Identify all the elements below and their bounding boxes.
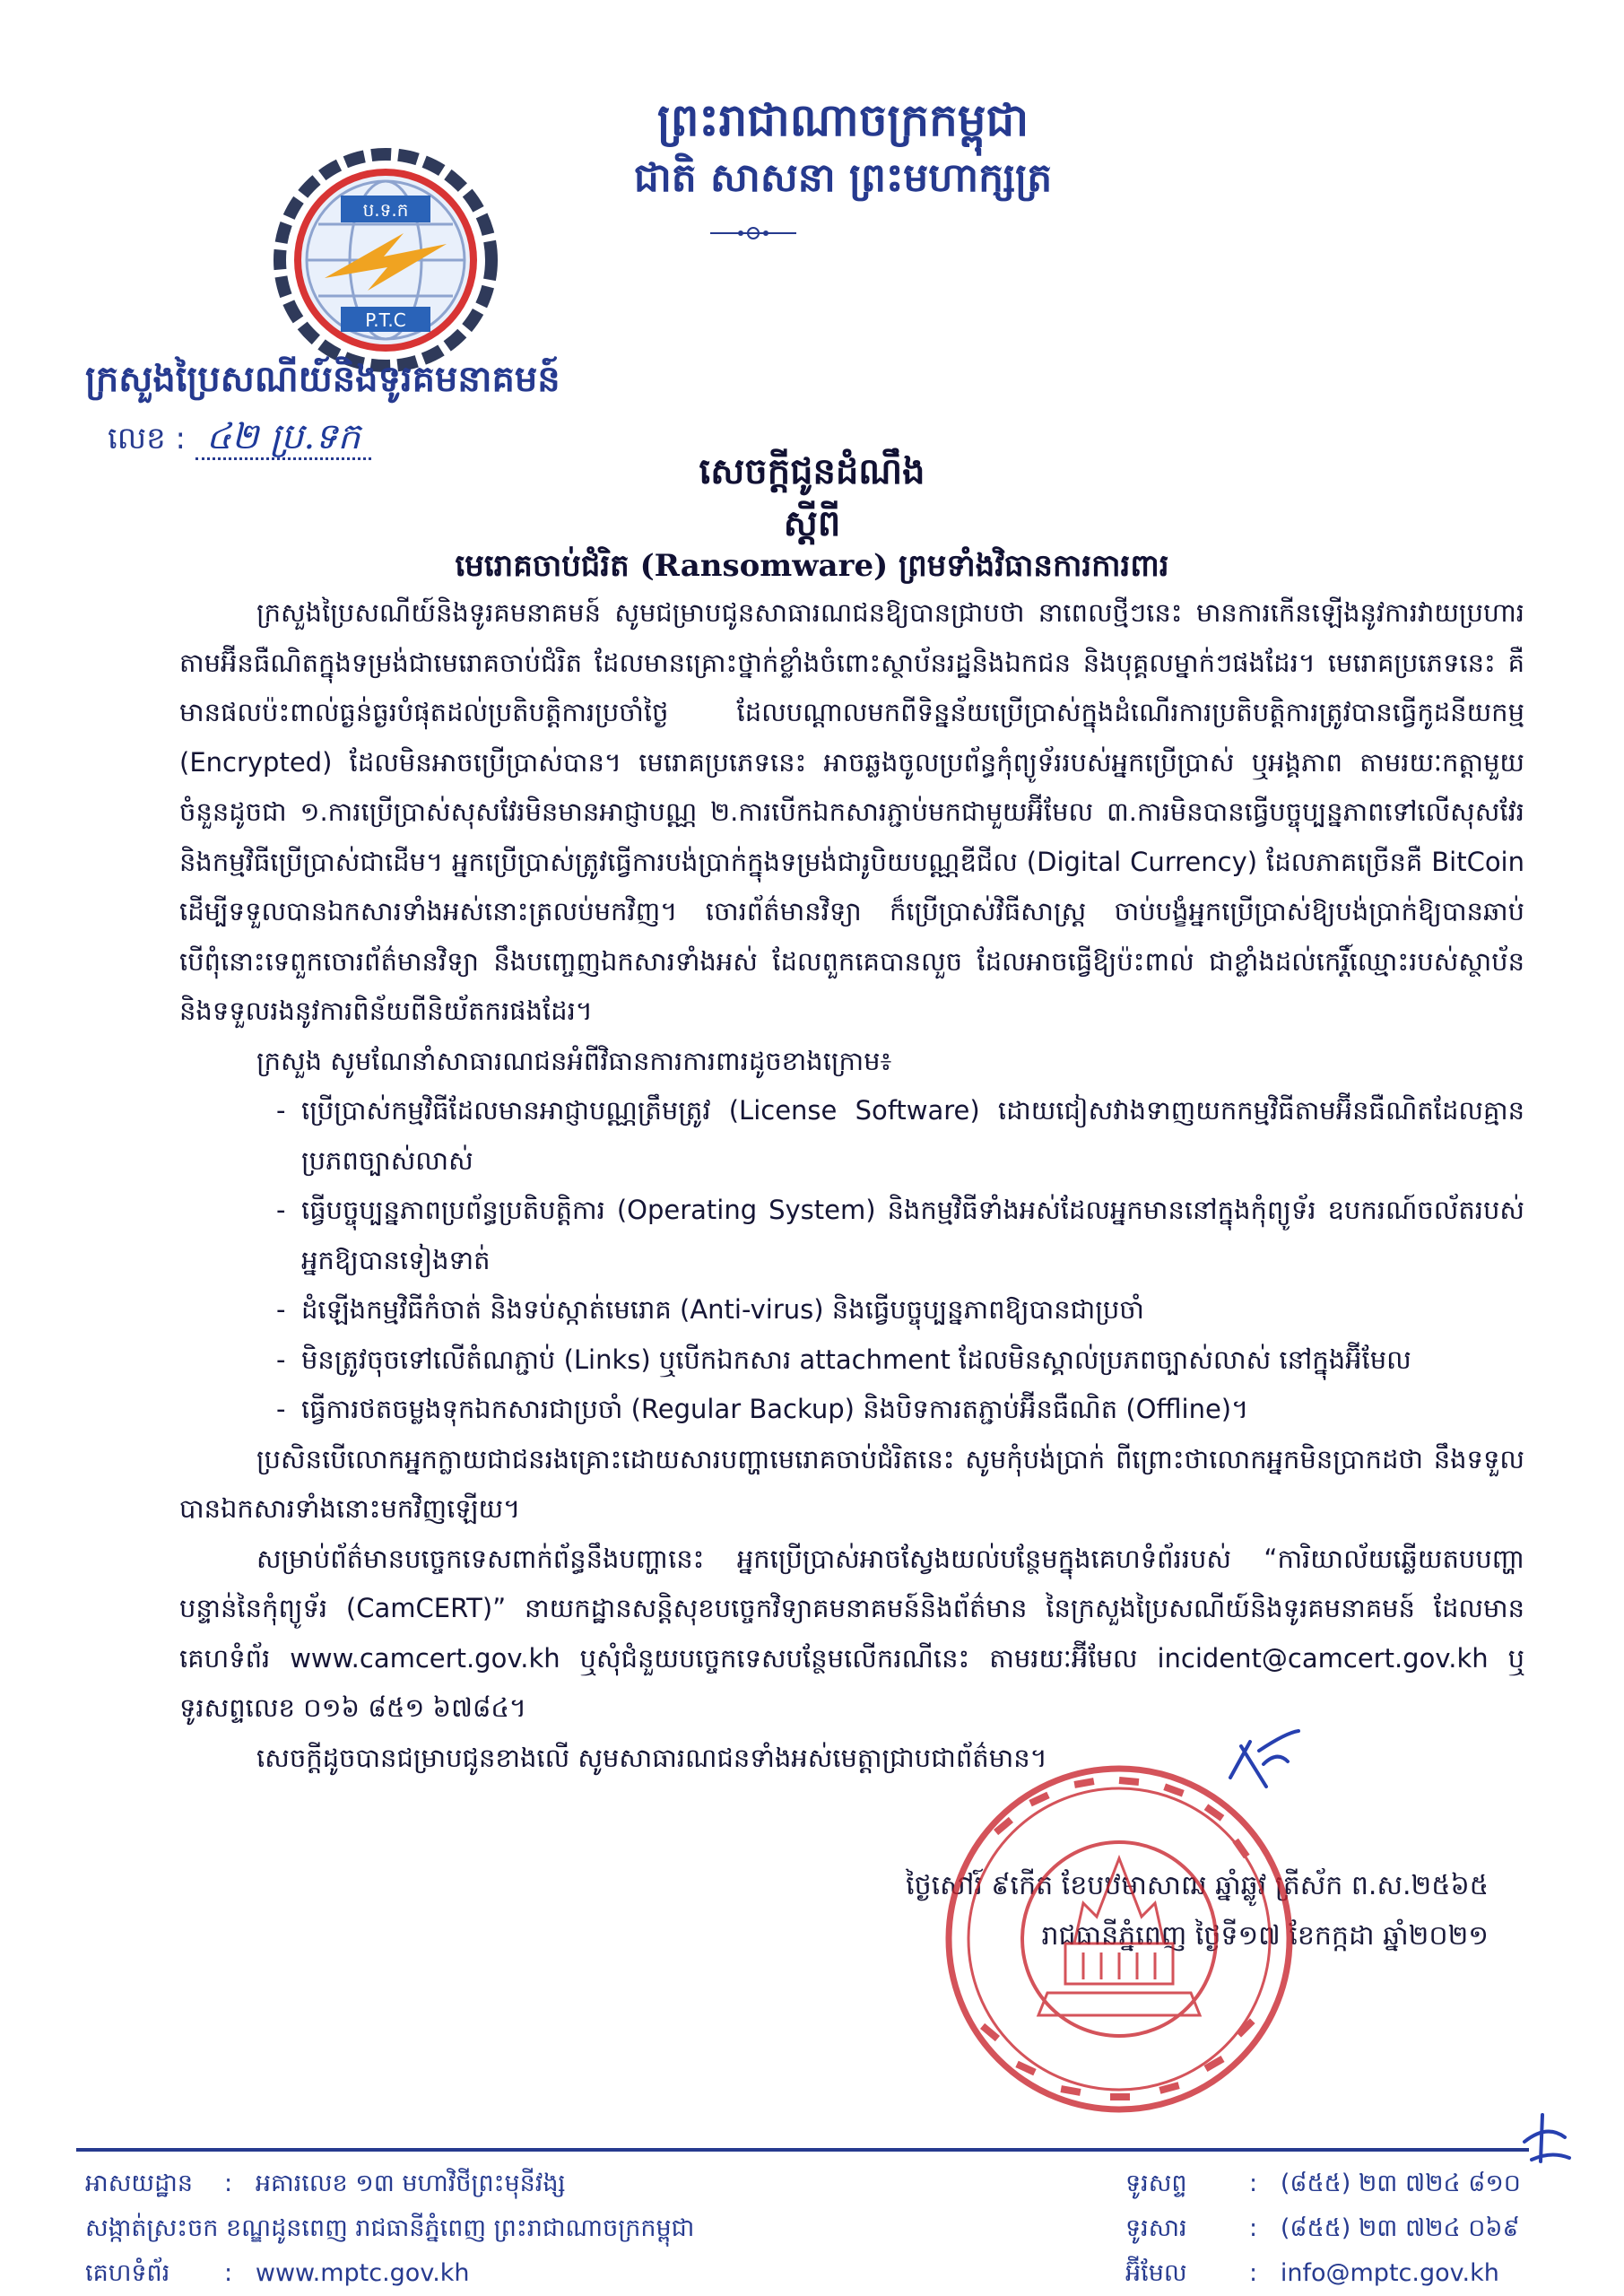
paragraph-guidance: ក្រសួង សូមណែនាំសាធារណជនអំពីវិធានការការពារដូចខាងក្រោម៖ bbox=[256, 1045, 892, 1076]
notice-title: សេចក្តីជូនដំណឹង bbox=[699, 450, 925, 492]
footer-divider bbox=[76, 2148, 1529, 2152]
national-motto: ជាតិ សាសនា ព្រះមហាក្សត្រ bbox=[633, 155, 1053, 201]
footer-value: សង្កាត់ស្រះចក ខណ្ឌដូនពេញ រាជធានីភ្នំពេញ ព្រះរាជាណាចក្រកម្ពុជា bbox=[85, 2214, 695, 2242]
paragraph-intro: ក្រសួងប្រៃសណីយ៍និងទូរគមនាគមន៍ សូមជម្រាបជូនសាធារណជនឱ្យបានជ្រាបថា នាពេលថ្មីៗនេះ មានការកើនឡើងនូវការវាយប្រហារតាមអ៊ីនធឺណិតក្នុងទម្រង់ជាមេរោគចាប់ជំរិត ដែលមានគ្រោះថ្នាក់ខ្លាំងចំពោះស្ថាប័នរដ្ឋនិងឯកជន និងបុគ្គលម្នាក់ៗផងដែរ។ មេរោគប្រភេទនេះ គឺមានផលប៉ះពាល់ធ្ងន់ធ្ងរបំផុតដល់ប្រតិបត្តិការប្រចាំថ្ងៃ ដែលបណ្តាលមកពីទិន្នន័យប្រើប្រាស់ក្នុងដំណើរការប្រតិបត្តិការត្រូវបានធ្វើកូដនីយកម្ម (Encrypted) ដែលមិនអាចប្រើប្រាស់បាន។ មេរោគប្រភេទនេះ អាចឆ្លងចូលប្រព័ន្ធកុំព្យូទ័ររបស់អ្នកប្រើប្រាស់ ឬអង្គភាព តាមរយៈកត្តាមួយចំនួនដូចជា ១.ការប្រើប្រាស់សុសវែរមិនមានអាជ្ញាបណ្ណ ២.ការបើកឯកសារភ្ជាប់មកជាមួយអ៊ីមែល ៣.ការមិនបានធ្វើបច្ចុប្បន្នភាពទៅលើសុសវែរ និងកម្មវិធីប្រើប្រាស់ជាដើម។ អ្នកប្រើប្រាស់ត្រូវធ្វើការបង់ប្រាក់ក្នុងទម្រង់ជារូបិយបណ្ណឌីជីល (Digital Currency) ដែលភាគច្រើនគឺ BitCoin ដើម្បីទទួលបានឯកសារទាំងអស់នោះត្រលប់មកវិញ។ ចោរព័ត៌មានវិទ្យា ក៏ប្រើប្រាស់វិធីសាស្ត្រ ចាប់បង្ខំអ្នកប្រើប្រាស់ឱ្យបង់ប្រាក់ឱ្យបានឆាប់ បើពុំនោះទេពួកចោរព័ត៌មានវិទ្យា នឹងបញ្ចេញឯកសារទាំងអស់ ដែលពួកគេបានលួច ដែលអាចធ្វើឱ្យប៉ះពាល់ ជាខ្លាំងដល់កេរ្តិ៍ឈ្មោះរបស់ស្ថាប័ន និងទទួលរងនូវការពិន័យពីនិយ័តករផងដែរ។ bbox=[179, 597, 1524, 1026]
notice-subject-label: ស្តីពី bbox=[783, 502, 841, 544]
footer-sep: : bbox=[1249, 2214, 1258, 2242]
logo-text-bottom: P.T.C bbox=[365, 309, 406, 331]
email-link[interactable]: info@mptc.gov.kh bbox=[1280, 2259, 1499, 2287]
footer-row bbox=[85, 2206, 694, 2251]
list-item: - មិនត្រូវចុចទៅលើតំណភ្ជាប់ (Links) ឬបើកឯកសារ attachment ដែលមិនស្គាល់ប្រភពច្បាស់លាស់ នៅក្នុងអ៊ីមែល bbox=[276, 1335, 1524, 1386]
footer-sep: : bbox=[224, 2170, 233, 2197]
footer-key: គេហទំព័រ bbox=[85, 2259, 170, 2287]
footer-key: អាសយដ្ឋាន bbox=[85, 2170, 193, 2197]
website-link[interactable]: www.mptc.gov.kh bbox=[255, 2259, 470, 2287]
footer-address bbox=[85, 2161, 694, 2296]
list-item: - ដំឡើងកម្មវិធីកំចាត់ និងទប់ស្កាត់មេរោគ (Anti-virus) និងធ្វើបច្ចុប្បន្នភាពឱ្យបានជាប្រចាំ bbox=[276, 1285, 1524, 1335]
footer-sep: : bbox=[1249, 2259, 1258, 2287]
footer-sep: : bbox=[1249, 2170, 1258, 2197]
list-item: - ធ្វើបច្ចុប្បន្នភាពប្រព័ន្ធប្រតិបត្តិការ (Operating System) និងកម្មវិធីទាំងអស់ដែលអ្នកមាននៅក្នុងកុំព្យូទ័រ ឧបករណ៍ចល័តរបស់អ្នកឱ្យបានទៀងទាត់ bbox=[276, 1186, 1524, 1285]
kingdom-heading bbox=[502, 90, 1184, 206]
ministry-logo bbox=[269, 144, 502, 377]
ministry-name: ក្រសួងប្រៃសណីយ៍និងទូរគមនាគមន៍ bbox=[85, 358, 560, 400]
official-seal-stamp bbox=[940, 1760, 1298, 2118]
fax-number: (៨៥៥) ២៣ ៧២៤ ០៦៩ bbox=[1280, 2214, 1520, 2242]
signature-mark bbox=[1223, 1724, 1304, 1805]
reference-label: លេខ : bbox=[108, 421, 187, 457]
initials-mark bbox=[1515, 2106, 1578, 2169]
ornament-divider bbox=[710, 222, 796, 244]
list-item: - ប្រើប្រាស់កម្មវិធីដែលមានអាជ្ញាបណ្ណត្រឹមត្រូវ (License Software) ដោយជៀសវាងទាញយកកម្មវិធីតាមអ៊ីនធឺណិតដែលគ្មានប្រភពច្បាស់លាស់ bbox=[276, 1086, 1524, 1186]
footer-value: អគារលេខ ១៣ មហាវិថីព្រះមុនីវង្ស bbox=[255, 2170, 566, 2197]
protection-measures-list bbox=[179, 1086, 1524, 1435]
notice-body bbox=[179, 588, 1524, 1783]
footer-row bbox=[85, 2251, 694, 2296]
footer-row bbox=[85, 2161, 694, 2206]
footer-key: ទូរសារ bbox=[1125, 2214, 1187, 2242]
logo-text-top: ប.ទ.ក bbox=[362, 199, 409, 221]
lunar-date: ថ្ងៃសៅរ៍ ៩កើត ខែបឋមាសាឍ ឆ្នាំឆ្លូវ ត្រីស័ក ព.ស.២៥៦៥ bbox=[906, 1870, 1489, 1901]
footer-key: អ៊ីមែល bbox=[1125, 2259, 1187, 2287]
list-item: - ធ្វើការថតចម្លងទុកឯកសារជាប្រចាំ (Regular Backup) និងបិទការតភ្ជាប់អ៊ីនធឺណិត (Offline)។ bbox=[276, 1385, 1524, 1435]
kingdom-name: ព្រះរាជាណាចក្រកម្ពុជា bbox=[656, 93, 1029, 146]
paragraph-victim-advice: ប្រសិនបើលោកអ្នកក្លាយជាជនរងគ្រោះដោយសារបញ្ហាមេរោគចាប់ជំរិតនេះ សូមកុំបង់ប្រាក់ ពីព្រោះថាលោកអ្នកមិនប្រាកដថា នឹងទទួលបានឯកសារទាំងនោះមកវិញឡើយ។ bbox=[179, 1443, 1524, 1524]
phone-number: (៨៥៥) ២៣ ៧២៤ ៨១០ bbox=[1280, 2170, 1521, 2197]
notice-subject: មេរោគចាប់ជំរិត (Ransomware) ព្រមទាំងវិធានការការពារ bbox=[455, 548, 1169, 584]
footer-sep: : bbox=[224, 2259, 233, 2287]
footer-row bbox=[1125, 2206, 1521, 2251]
paragraph-closing: សេចក្តីដូចបានជម្រាបជូនខាងលើ សូមសាធារណជនទាំងអស់មេត្តាជ្រាបជាព័ត៌មាន។ bbox=[256, 1742, 1047, 1773]
paragraph-contact-info: សម្រាប់ព័ត៌មានបច្ចេកទេសពាក់ព័ន្ធនឹងបញ្ហានេះ អ្នកប្រើប្រាស់អាចស្វែងយល់បន្ថែមក្នុងគេហទំព័ររបស់ “ការិយាល័យឆ្លើយតបបញ្ហាបន្ទាន់នៃកុំព្យូទ័រ (CamCERT)” នាយកដ្ឋានសន្តិសុខបច្ចេកវិទ្យាគមនាគមន៍និងព័ត៌មាន នៃក្រសួងប្រៃសណីយ៍និងទូរគមនាគមន៍ ដែលមានគេហទំព័រ www.camcert.gov.kh ឬសុំជំនួយបច្ចេកទេសបន្ថែមលើករណីនេះ តាមរយៈអ៊ីមែល incident@camcert.gov.kh ឬទូរសព្ទលេខ ០១៦ ៨៥១ ៦៧៨៤។ bbox=[179, 1543, 1524, 1723]
footer-contact bbox=[1125, 2161, 1521, 2296]
solar-date: រាជធានីភ្នំពេញ ថ្ងៃទី១៧ ខែកក្កដា ឆ្នាំ២០២១ bbox=[1041, 1920, 1489, 1952]
footer-row bbox=[1125, 2161, 1521, 2206]
footer-row bbox=[1125, 2251, 1521, 2296]
footer-key: ទូរសព្ទ bbox=[1125, 2170, 1187, 2197]
reference-value: ៤២ ប្រ.ទក bbox=[195, 416, 371, 460]
